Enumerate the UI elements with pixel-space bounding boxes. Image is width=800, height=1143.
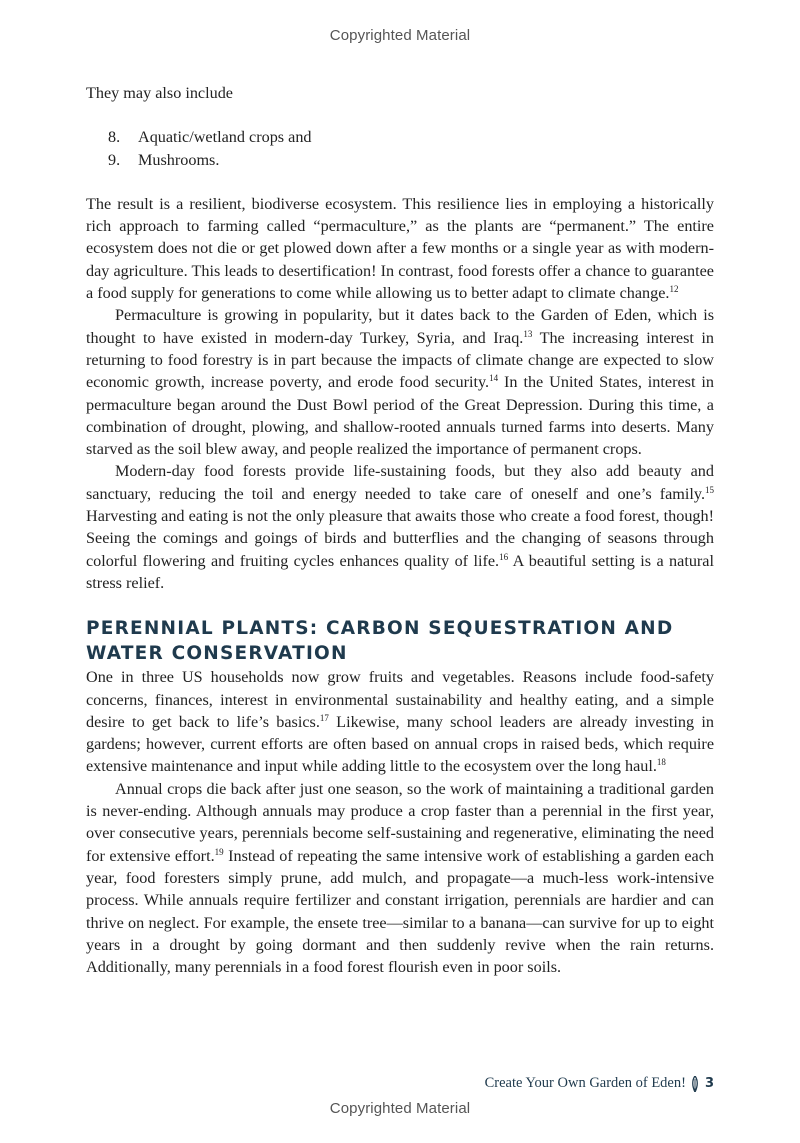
paragraph-text: Harvesting and eating is not the only pleasure that awaits those who create a food forest, though! Seeing the comings and goings of birds and butterflies and the changing of seasons through colorful flowering and fruiting cycles enhances quality of life. bbox=[86, 507, 714, 570]
paragraph-text: The result is a resilient, biodiverse ecosystem. This resilience lies in employing a historically rich approach to farming called “permaculture,” as the plants are “permanent.” The entire ecosystem does not die or get plowed down after a few months or a single year as with modern-day agriculture. This leads to desertification! In contrast, food forests offer a chance to guarantee a food supply for generations to come while allowing us to better adapt to climate change. bbox=[86, 194, 714, 303]
running-footer bbox=[485, 1075, 714, 1092]
list-item bbox=[108, 126, 714, 148]
body-paragraphs-intro bbox=[86, 193, 714, 594]
paragraph-text: The increasing interest in returning to food forestry is in part because the impacts of climate change are expected to slow economic growth, increase poverty, and erode food security. bbox=[86, 328, 714, 392]
paragraph-text: Likewise, many school leaders are already investing in gardens; however, current efforts are often based on annual crops in raised beds, which require extensive maintenance and input while adding little to the ecosystem over the long haul. bbox=[86, 712, 714, 776]
paragraph-text: In the United States, interest in permaculture began around the Dust Bowl period of the Great Depression. During this time, a combination of drought, plowing, and shallow-rooted annuals turned farms into deserts. Many starved as the soil blew away, and people realized the importance of permanent crops. bbox=[86, 373, 714, 459]
footnote-marker: 12 bbox=[669, 284, 679, 295]
copyright-watermark-top: Copyrighted Material bbox=[329, 27, 471, 44]
body-paragraph bbox=[86, 304, 714, 460]
leaf-ornament-icon bbox=[691, 1076, 699, 1092]
list-intro: They may also include bbox=[86, 84, 233, 102]
footnote-marker: 17 bbox=[319, 712, 329, 723]
list-item-text: Aquatic/wetland crops and bbox=[138, 128, 312, 147]
numbered-list bbox=[86, 126, 714, 171]
copyright-watermark-bottom: Copyrighted Material bbox=[329, 1100, 471, 1117]
footnote-marker: 14 bbox=[489, 373, 499, 384]
list-item-text: Mushrooms. bbox=[138, 150, 220, 169]
paragraph-text: Instead of repeating the same intensive work of establishing a garden each year, food foresters simply prune, add mulch, and propagate—a much-less work-intensive process. While annuals require fertilizer and constant irrigation, perennials are hardier and can thrive on neglect. For example, the ensete tree—similar to a banana—can survive for up to eight years in a drought by going dormant and then suddenly revive when the rain returns. Additionally, many perennials in a food forest flourish even in poor soils. bbox=[86, 846, 714, 977]
list-item-number: 9. bbox=[108, 150, 121, 169]
footnote-marker: 18 bbox=[656, 757, 666, 768]
body-paragraph bbox=[86, 193, 714, 304]
list-item bbox=[108, 149, 714, 171]
paragraph-text: A beautiful setting is a natural stress relief. bbox=[86, 551, 714, 592]
body-paragraphs-perennial bbox=[86, 666, 714, 978]
paragraph-text: Annual crops die back after just one season, so the work of maintaining a traditional garden is never-ending. Although annuals may produce a crop faster than a perennial in the first year, over consecutive years, perennials become self-sustaining and regenerative, eliminating the need for extensive effort. bbox=[86, 779, 714, 865]
paragraph-text: Modern-day food forests provide life-sustaining foods, but they also add beauty and sanctuary, reducing the toil and energy needed to take care of oneself and one’s family. bbox=[86, 462, 714, 503]
page-number: 3 bbox=[704, 1076, 714, 1091]
footnote-marker: 16 bbox=[499, 551, 509, 562]
paragraph-text: One in three US households now grow fruits and vegetables. Reasons include food-safety concerns, finances, interest in environmental sustainability and healthy eating, and a simple desire to get back to life’s basics. bbox=[86, 668, 714, 731]
section-heading: PERENNIAL PLANTS: CARBON SEQUESTRATION AND WATER CONSERVATION bbox=[86, 618, 674, 665]
book-title: Create Your Own Garden of Eden! bbox=[484, 1075, 686, 1091]
paragraph-text: Permaculture is growing in popularity, but it dates back to the Garden of Eden, which is thought to have existed in modern-day Turkey, Syria, and Iraq. bbox=[86, 306, 714, 347]
body-paragraph bbox=[86, 778, 714, 979]
list-item-number: 8. bbox=[108, 128, 121, 147]
footnote-marker: 13 bbox=[523, 328, 533, 339]
page-body bbox=[86, 82, 714, 978]
footnote-marker: 19 bbox=[214, 846, 224, 857]
footnote-marker: 15 bbox=[705, 484, 714, 495]
body-paragraph bbox=[86, 666, 714, 777]
body-paragraph bbox=[86, 460, 714, 594]
